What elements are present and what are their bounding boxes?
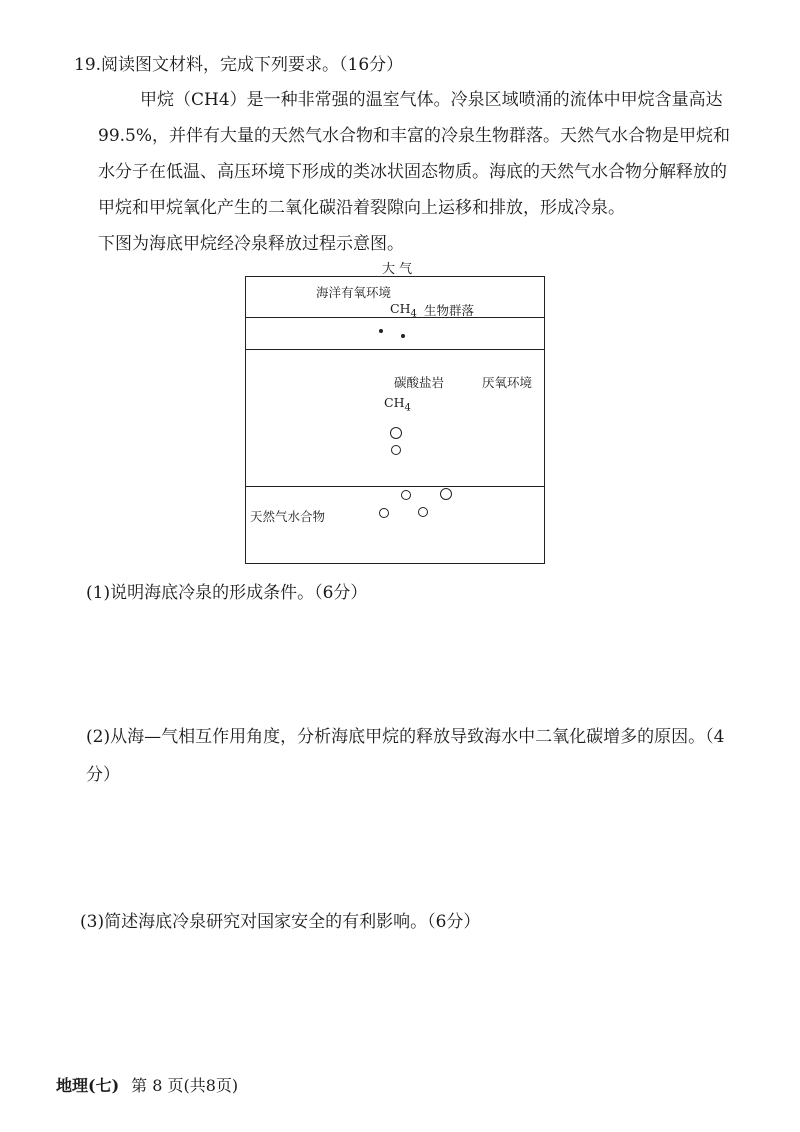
- ch4-upper-label: $CH_4$: [390, 301, 417, 320]
- sub-question-1: (1)说明海底冷泉的形成条件。（6分）: [86, 583, 368, 603]
- methane-bubble-small: [401, 334, 405, 338]
- gas-hydrate-label: 天然气水合物: [250, 509, 326, 524]
- methane-bubble: [391, 445, 401, 455]
- sub-question-3: (3)简述海底冷泉研究对国家安全的有利影响。（6分）: [80, 912, 481, 932]
- footer-page-number: 第 8 页(共8页): [131, 1076, 239, 1095]
- hydrate-layer-line: [246, 486, 544, 487]
- methane-bubble: [401, 490, 411, 500]
- methane-bubble: [440, 488, 452, 500]
- page-footer: [56, 1073, 238, 1096]
- anoxic-environment-label: 厌氧环境: [482, 375, 533, 390]
- diagram-frame: [245, 276, 545, 564]
- oxic-environment-label: 海洋有氧环境: [316, 285, 392, 300]
- methane-bubble-small: [379, 329, 383, 333]
- methane-bubble: [379, 508, 389, 518]
- sub-question-2: (2)从海—气相互作用角度，分析海底甲烷的释放导致海水中二氧化碳增多的原因。（4分）: [86, 727, 725, 785]
- question-paragraph: 甲烷（CH4）是一种非常强的温室气体。冷泉区域喷涌的流体中甲烷含量高达99.5%，并伴有大量的天然气水合物和丰富的冷泉生物群落。天然气水合物是甲烷和水分子在低温、高压环境下形成的类冰状固态物质。海底的天然气水合物分解释放的甲烷和甲烷氧化产生的二氧化碳沿着裂隙向上运移和排放，形成冷泉。: [98, 90, 731, 218]
- figure-intro: 下图为海底甲烷经冷泉释放过程示意图。: [98, 234, 404, 254]
- atmosphere-label: 大 气: [382, 262, 413, 277]
- cold-seep-diagram: [244, 258, 548, 566]
- question-title: 19.阅读图文材料，完成下列要求。（16分）: [74, 55, 404, 75]
- ch4-lower-label: $CH_4$: [384, 395, 411, 414]
- methane-bubble: [418, 507, 428, 517]
- carbonate-rock-label: 碳酸盐岩: [394, 375, 445, 390]
- footer-subject: 地理(七): [56, 1076, 120, 1095]
- carbonate-top-line: [246, 349, 544, 350]
- bio-community-label: 生物群落: [424, 303, 475, 318]
- methane-bubble: [390, 427, 402, 439]
